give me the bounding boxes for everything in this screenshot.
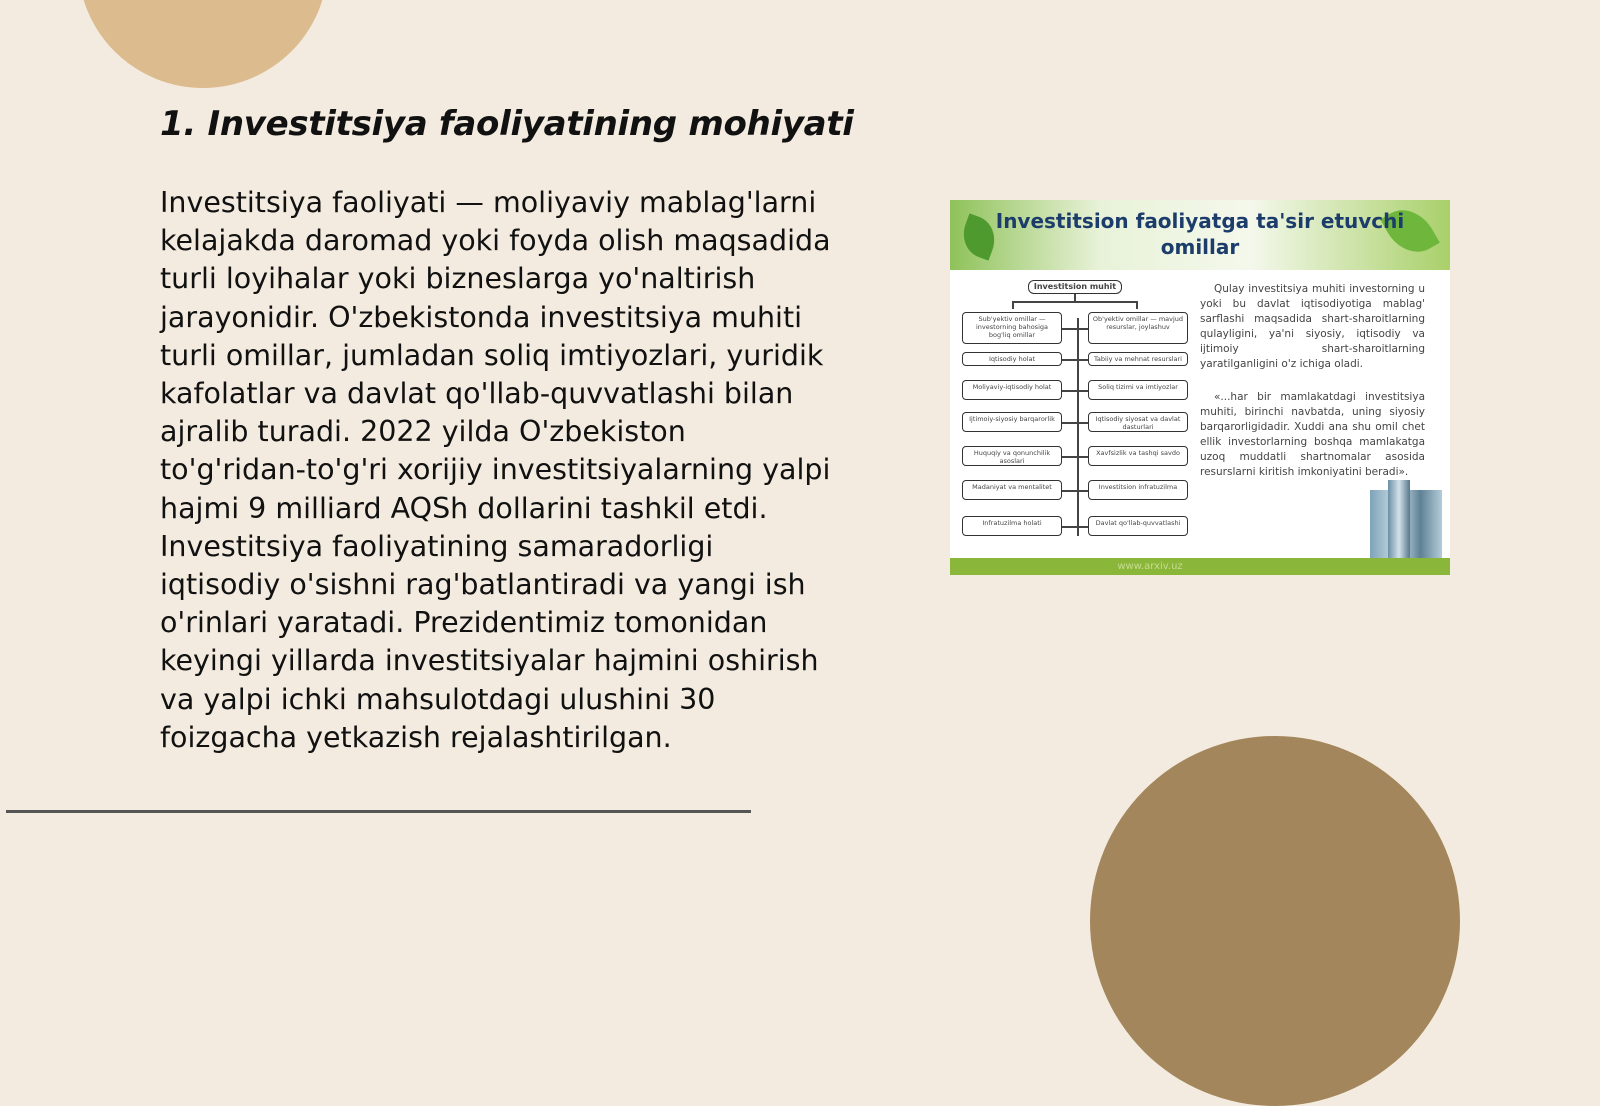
infographic-image bbox=[950, 200, 1450, 575]
diagram-left-node: Madaniyat va mentalitet bbox=[962, 480, 1062, 500]
connector bbox=[1062, 422, 1077, 424]
diagram-right-node: Davlat qo'llab-quvvatlashi bbox=[1088, 516, 1188, 536]
diagram-right-node: Xavfsizlik va tashqi savdo bbox=[1088, 446, 1188, 466]
infographic-footer-text: www.arxiv.uz bbox=[1117, 561, 1183, 572]
connector bbox=[1077, 318, 1079, 536]
building-illustration bbox=[1388, 480, 1410, 558]
diagram-root-node: Investitsion muhit bbox=[1028, 280, 1122, 294]
connector bbox=[1136, 301, 1138, 309]
connector bbox=[1012, 301, 1136, 303]
decorative-circle-top bbox=[78, 0, 328, 88]
diagram-left-node: Iqtisodiy holat bbox=[962, 352, 1062, 366]
connector bbox=[1062, 390, 1077, 392]
diagram-left-node: Moliyaviy-iqtisodiy holat bbox=[962, 380, 1062, 400]
connector bbox=[1062, 328, 1077, 330]
infographic-paragraph-2: «...har bir mamlakatdagi investitsiya muhiti, birinchi navbatda, uning siyosiy barqarorligidadir. Xuddi ana shu omil chet ellik investorlarning boshqa mamlakatga uzoq muddatli shartnomalar asosida resurslarni kiritish imkoniyatini beradi». bbox=[1200, 391, 1425, 478]
diagram-right-node: Ob'yektiv omillar — mavjud resurslar, joylashuv bbox=[1088, 312, 1188, 344]
connector bbox=[1078, 456, 1088, 458]
slide-title: 1. Investitsiya faoliyatining mohiyati bbox=[160, 104, 854, 144]
connector bbox=[1078, 490, 1088, 492]
infographic-title: Investitsion faoliyatga ta'sir etuvchi omillar bbox=[995, 209, 1405, 259]
diagram-left-node: Infratuzilma holati bbox=[962, 516, 1062, 536]
connector bbox=[1078, 526, 1088, 528]
infographic-paragraph-1: Qulay investitsiya muhiti investorning u yoki bu davlat iqtisodiyotiga mablag' sarflashi maqsadida shart-sharoitlarning qulayligini, ya'ni siyosiy, iqtisodiy va ijtimoiy shart-sharoitlarning yaratilganligini o'z ichiga oladi. bbox=[1200, 283, 1425, 370]
connector bbox=[1078, 422, 1088, 424]
connector bbox=[1078, 390, 1088, 392]
connector bbox=[1078, 328, 1088, 330]
divider-line bbox=[6, 810, 751, 813]
diagram-left-node: Sub'yektiv omillar — investorning bahosiga bog'liq omillar bbox=[962, 312, 1062, 344]
diagram-right-node: Soliq tizimi va imtiyozlar bbox=[1088, 380, 1188, 400]
slide-body-text: Investitsiya faoliyati — moliyaviy mablag'larni kelajakda daromad yoki foyda olish maqsadida turli loyihalar yoki bizneslarga yo'naltirish jarayonidir. O'zbekistonda investitsiya muhiti turli omillar, jumladan soliq imtiyozlari, yuridik kafolatlar va davlat qo'llab-quvvatlashi bilan ajralib turadi. 2022 yilda O'zbekiston to'g'ridan-to'g'ri xorijiy investitsiyalarning yalpi hajmi 9 milliard AQSh dollarini tashkil etdi. Investitsiya faoliyatining samaradorligi iqtisodiy o'sishni rag'batlantiradi va yangi ish o'rinlari yaratadi. Prezidentimiz tomonidan keyingi yillarda investitsiyalar hajmini oshirish va yalpi ichki mahsulotdagi ulushini 30 foizgacha yetkazish rejalashtirilgan. bbox=[160, 186, 831, 754]
diagram-right-node: Tabiiy va mehnat resurslari bbox=[1088, 352, 1188, 366]
connector bbox=[1062, 490, 1077, 492]
diagram-right-node: Investitsion infratuzilma bbox=[1088, 480, 1188, 500]
connector bbox=[1012, 301, 1014, 309]
connector bbox=[1062, 359, 1077, 361]
connector bbox=[1062, 456, 1077, 458]
connector bbox=[1078, 359, 1088, 361]
decorative-circle-bottom bbox=[1090, 736, 1460, 1106]
diagram-left-node: Huquqiy va qonunchilik asoslari bbox=[962, 446, 1062, 466]
diagram-right-node: Iqtisodiy siyosat va davlat dasturlari bbox=[1088, 412, 1188, 432]
connector bbox=[1074, 294, 1076, 301]
connector bbox=[1062, 526, 1077, 528]
diagram-left-node: Ijtimoiy-siyosiy barqarorlik bbox=[962, 412, 1062, 432]
